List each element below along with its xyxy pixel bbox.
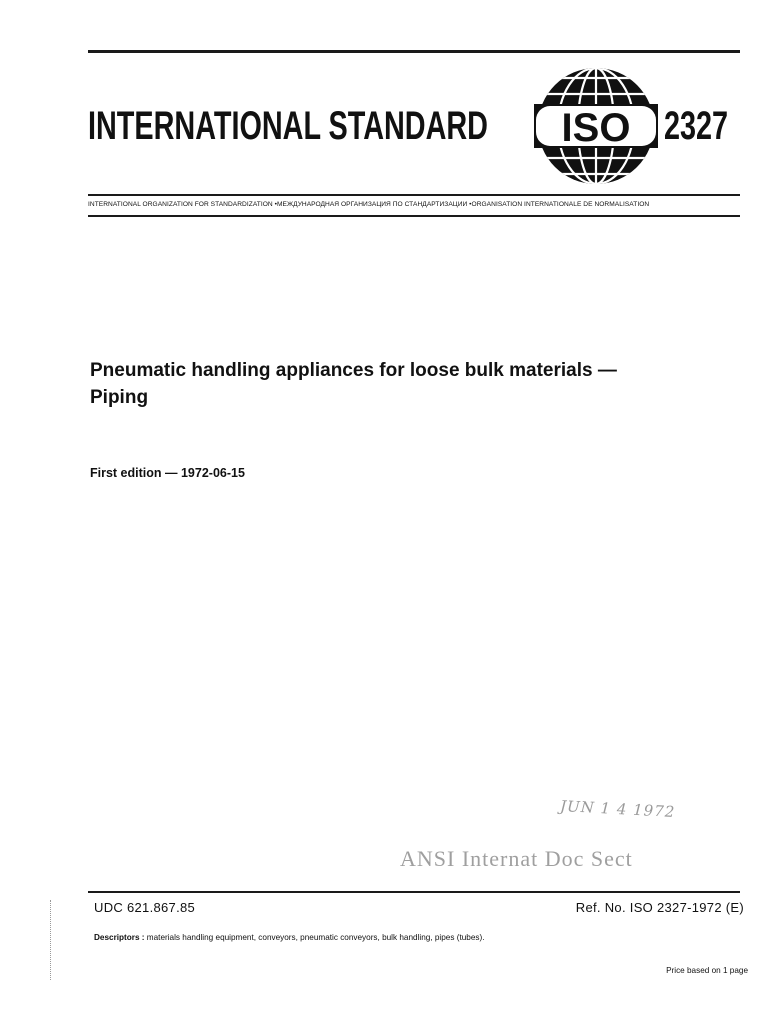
org-rule-top xyxy=(88,194,740,196)
ansi-stamp: ANSI Internat Doc Sect xyxy=(400,846,633,871)
margin-marks xyxy=(50,900,55,980)
edition-date: First edition — 1972-06-15 xyxy=(90,466,245,480)
descriptors xyxy=(94,932,744,944)
descriptors-label: Descriptors : xyxy=(94,933,145,942)
udc-number: UDC 621.867.85 xyxy=(94,900,196,915)
price-note: Price based on 1 page xyxy=(666,966,748,975)
document-title-line-1: Pneumatic handling appliances for loose bulk materials — xyxy=(90,360,617,381)
iso-logo-icon xyxy=(534,64,658,188)
standard-heading: INTERNATIONAL STANDARD xyxy=(88,104,488,148)
org-rule-bottom xyxy=(88,215,740,217)
standard-number: 2327 xyxy=(664,104,729,148)
footer-rule xyxy=(88,891,740,893)
date-stamp: JUN 1 4 1972 xyxy=(559,796,676,822)
descriptors-text: materials handling equipment, conveyors, pneumatic conveyors, bulk handling, pipes (tubes). xyxy=(144,933,485,942)
document-title-line-2: Piping xyxy=(90,387,149,408)
iso-logo-text: ISO xyxy=(561,106,631,150)
top-rule xyxy=(88,50,740,53)
document-title xyxy=(90,357,740,411)
organization-line: INTERNATIONAL ORGANIZATION FOR STANDARDIZATION •МЕЖДУНАРОДНАЯ ОРГАНИЗАЦИЯ ПО СТАНДАРТИЗАЦИИ •ORGANISATION INTERNATIONALE DE NORMALISATION xyxy=(88,201,650,208)
reference-number: Ref. No. ISO 2327-1972 (E) xyxy=(575,900,744,915)
